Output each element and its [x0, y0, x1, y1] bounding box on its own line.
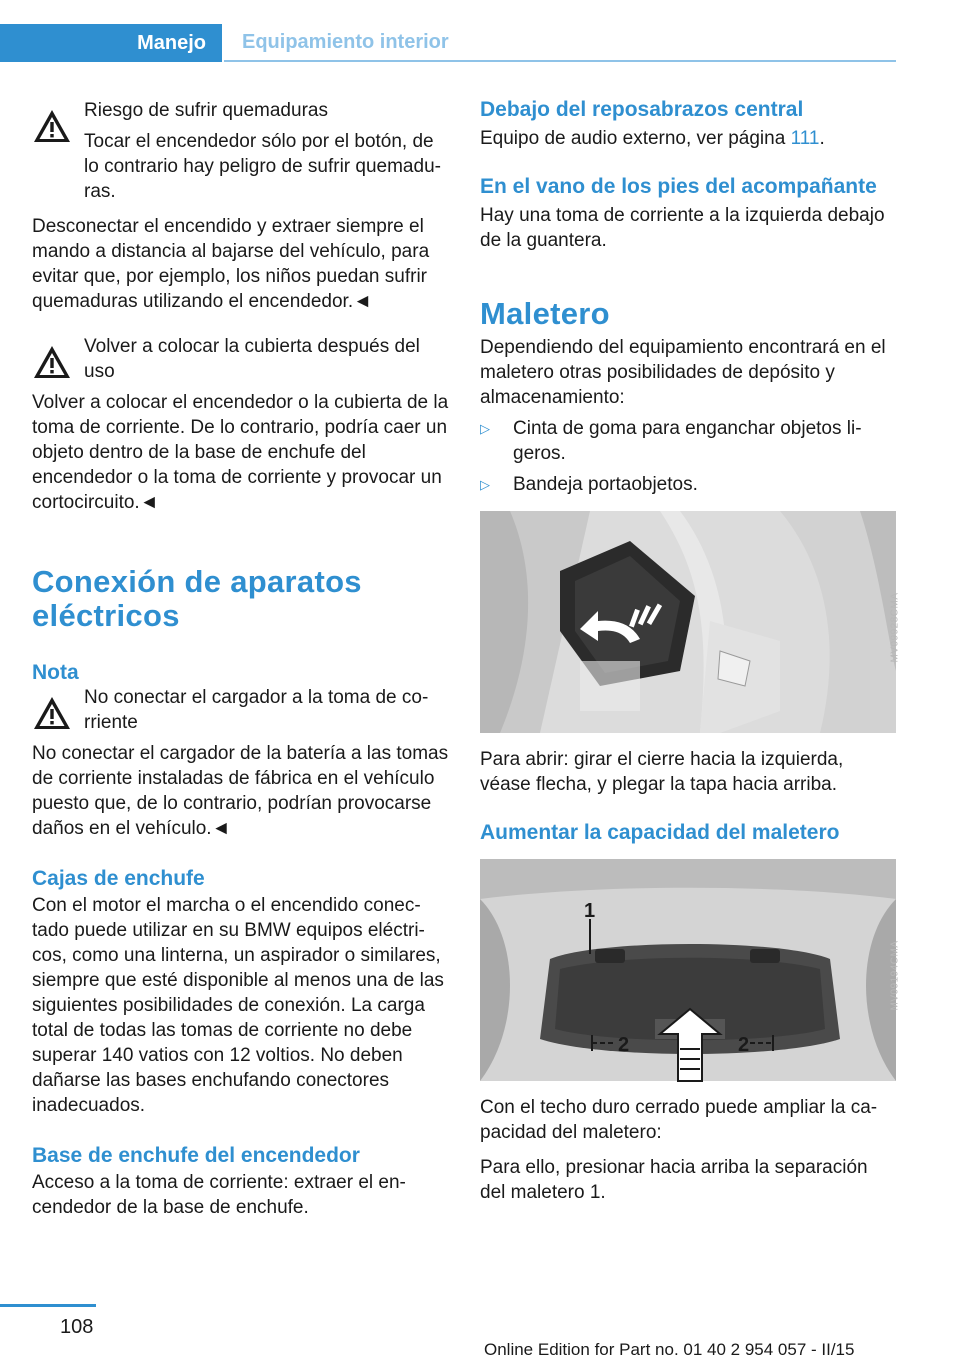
- warning-title: Riesgo de sufrir quemaduras: [84, 100, 328, 121]
- warning-continuation: Desconectar el encendido y extraer siempre el mando a distancia al bajarse del vehículo, para evitar que, por ejemplo, los niños puedan sufrir quemaduras utilizando el encendedor.◄: [32, 216, 430, 312]
- list-item: ▷ Bandeja portaobjetos.: [480, 474, 698, 495]
- subsection-heading: En el vano de los pies del acompañante: [480, 175, 877, 198]
- warning-triangle-icon: [32, 108, 72, 144]
- warning-title: Volver a colocar la cubierta después del uso: [84, 336, 420, 382]
- body-paragraph: Dependiendo del equipamiento encontrará en el maletero otras posibilidades de depósito y almacenamiento:: [480, 337, 886, 408]
- warning-block-charger: [32, 685, 450, 735]
- subsection-heading: Aumentar la capacidad del maletero: [480, 821, 840, 844]
- callout-label-1: 1: [584, 900, 596, 922]
- body-paragraph: Con el motor el marcha o el encendido conectado puede utilizar en su BMW equipos eléctricos, como una linterna, un aspirador o similares, siempre que esté disponible al menos una de las siguientes posibilidades de conexión. La carga total de todas las tomas de corriente no debe superar 140 vatios con 12 voltios. No deben dañarse las bases enchufando conectores inadecuados.: [32, 895, 444, 1116]
- trunk-compartment-illustration: [480, 511, 896, 733]
- page-number: 108: [60, 1316, 94, 1338]
- subsection-heading: Base de enchufe del encendedor: [32, 1144, 360, 1167]
- body-paragraph: Equipo de audio externo, ver página 111.: [480, 128, 825, 149]
- warning-title: No conectar el cargador a la toma de corriente: [84, 687, 429, 733]
- warning-triangle-icon: [32, 344, 72, 380]
- body-paragraph: Con el techo duro cerrado puede ampliar la capacidad del maletero:: [480, 1097, 878, 1143]
- callout-label-2-left: 2: [618, 1034, 630, 1056]
- bullet-list: [480, 416, 898, 497]
- image-code: MV09928CMA: [889, 592, 901, 663]
- warning-text: Tocar el encendedor sólo por el botón, de lo contrario hay peligro de sufrir quemaduras.: [84, 131, 441, 202]
- footer-edition-text: Online Edition for Part no. 01 40 2 954 057 - II/15: [484, 1340, 855, 1359]
- callout-label-2-right: 2: [738, 1034, 750, 1056]
- header-bar: [0, 24, 896, 62]
- right-column: [480, 98, 901, 1205]
- photo-trunk-compartment: [480, 511, 901, 733]
- section-tab[interactable]: Equipamiento interior: [224, 24, 896, 62]
- footer-rule: [0, 1304, 96, 1307]
- image-code: MV09194CMA: [889, 940, 901, 1011]
- subsection-heading: Debajo del reposabrazos central: [480, 98, 804, 121]
- triangle-bullet-icon: ▷: [480, 421, 490, 436]
- chapter-tab[interactable]: Manejo: [0, 24, 222, 62]
- subsection-heading: Nota: [32, 661, 79, 684]
- warning-block-cover: [32, 334, 450, 384]
- warning-text: Volver a colocar el encendedor o la cubierta de la toma de corriente. De lo contrario, podría caer un objeto dentro de la base de enchufe del encendedor o la toma de corriente y provocar un cortocircuito.◄: [32, 392, 449, 513]
- body-paragraph: Hay una toma de corriente a la izquierda debajo de la guantera.: [480, 205, 885, 251]
- warning-text: No conectar el cargador de la batería a las tomas de corriente instaladas de fábrica en el vehículo puesto que, de lo contrario, podrían provocarse daños en el vehículo.◄: [32, 743, 449, 839]
- body-paragraph: Acceso a la toma de corriente: extraer el encendedor de la base de enchufe.: [32, 1172, 406, 1218]
- photo-trunk-partition: [480, 859, 901, 1081]
- trunk-partition-illustration: [480, 859, 896, 1081]
- left-column: [32, 98, 450, 1220]
- list-item: ▷ Cinta de goma para enganchar objetos ligeros.: [480, 418, 862, 464]
- section-title: Maletero: [480, 296, 610, 331]
- page-reference-link[interactable]: 111: [790, 128, 820, 149]
- triangle-bullet-icon: ▷: [480, 477, 490, 492]
- body-paragraph: Para ello, presionar hacia arriba la separación del maletero 1.: [480, 1157, 868, 1203]
- warning-triangle-icon: [32, 695, 72, 731]
- warning-block-burns: [32, 98, 450, 204]
- body-paragraph: Para abrir: girar el cierre hacia la izquierda, véase flecha, y plegar la tapa hacia arriba.: [480, 749, 844, 795]
- subsection-heading: Cajas de enchufe: [32, 867, 205, 890]
- section-title: Conexión de aparatos eléctricos: [32, 564, 362, 633]
